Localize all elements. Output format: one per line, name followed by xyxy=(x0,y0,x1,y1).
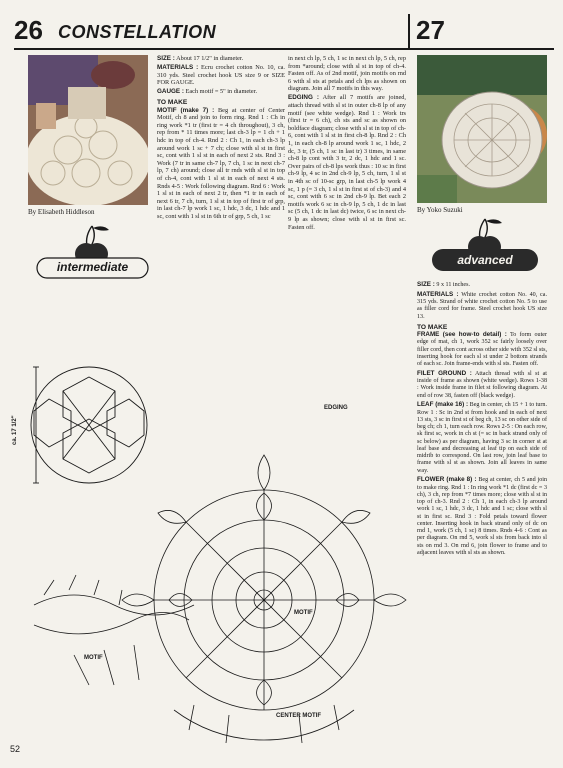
size-label: SIZE : xyxy=(157,55,175,62)
pattern-title: CONSTELLATION xyxy=(58,22,217,42)
header-rule xyxy=(14,48,554,50)
to-make-heading: TO MAKE xyxy=(417,323,448,331)
leaf-text: Beg in center, ch 15 + 1 to turn. Row 1 : Sc in 2nd st from hook and in each of next 13 sts, 3 sc in first st of beg ch, 13 sc on other side of beg ch; ch 1, turn each row. Rows 2-5 : On each row, sk first sc, work in ch st (= sc in back strand only of sc below) as per diagram, having 3 sc in corner st at leaf base and decreasing at leaf tip on each side of midrib to correspond. On last row, join leaf base to frame with sl st as shown. Join all leaves in same way. xyxy=(417,402,547,474)
skill-level-label: advanced xyxy=(457,253,513,267)
skill-badge-intermediate xyxy=(35,222,150,284)
motif-rounds-text: Rnd 1 : Ch in ring work *1 tr (first tr = 4 ch throughout), 3 ch, rep from * 11 times more; last ch-3 lp = 1 ch + 1 hdc in top of ch-4. Rnd 2 : Ch 1, in each ch-3 lp around work 1 sc + 7 ch; close with sl st in first sc, cont with 1 sl st in each of next 2 sts. Rnd 3 : Work (7 tr in same ch-7 lp, 7 ch, 1 sc in next ch-7 lp, 7 ch) around; close all tr rnds with sl st in top of ch-4, cont with 1 sl st in each of next 4 sts. Rnds 4-5 : Work following diagram. Rnd 6 : Work 1 sl st in each of next 2 tr, then *1 tr in each of next 6 tr, 7 ch, turn, 1 sl st in top of first tr of grp, in last ch-7 lp work 1 sc, 1 hdc, 3 dc, 1 hdc and 1 sc, cont with 1 sl st in 6th tr of grp, 5 ch, 1 sc xyxy=(157,114,285,220)
doily-photo-left xyxy=(28,55,148,205)
diameter-label: ca. 17 1/2" xyxy=(12,415,18,445)
instructions-column-1 xyxy=(157,55,285,222)
materials-text: White crochet cotton No. 40, ca. 315 yds. Strand of white crochet cotton No. 5 to use as filler cord for frame. Steel crochet hook US size 13. xyxy=(417,291,547,320)
motif-diagram xyxy=(34,455,406,743)
center-motif-label: CENTER MOTIF xyxy=(276,713,321,719)
skill-level-label: intermediate xyxy=(56,260,129,274)
motif-text: Beg at center of Center Motif, ch 8 and join to form ring. xyxy=(157,106,285,122)
edging-label: EDGING : xyxy=(288,94,320,102)
motif-label-right: MOTIF xyxy=(294,610,313,616)
materials-text: Ecru crochet cotton No. 10, ca. 310 yds. Steel crochet hook US size 9 or SIZE FOR GAUGE. xyxy=(157,64,285,87)
pattern-number-right: 27 xyxy=(416,15,445,45)
layout-schematic xyxy=(31,367,147,483)
motif-label: MOTIF (make 7) : xyxy=(157,106,215,114)
filet-ground-text: Attach thread with sl st at inside of frame as shown (white wedge). Rows 1-38 : Work inside frame in filet st following diagram. At end of row 38, fasten off (black wedge). xyxy=(417,370,547,399)
pattern-number-left: 26 xyxy=(14,15,43,45)
leaf-label: LEAF (make 16) : xyxy=(417,401,469,409)
edging-rounds-text: Rnd 1 : Work trs (first tr = 6 ch), ch sts and sc as shown on boldface diagram; close with sl st in top of ch-6, cont with 1 sl st in first ch-8 lp. Rnd 2 : Ch 1, in each ch-8 lp around work 1 sc, 1 hdc, 2 dc, 3 tr, (5 ch, 1 sc in last tr) 3 times, in same ch-8 lp cont with 3 tr, 2 dc, 1 hdc and 1 sc. Over pairs of ch-8 lps work thus : 10 sc in first ch-9 lp, 4 sc in 2nd ch-9 lp, 5 ch, turn, 1 sl st in 4th sc of 10-sc grp, in last ch-5 lp work 4 sc, 1 p (= 3 ch, 1 sl st in first st of ch-3) and 4 sc, cont with 6 sc in 2nd ch-9 lp. Bet each 2 motifs work 6 sc in ch-9 lp, 5 ch, 1 dc in last sc (5 ch, 1 dc in last dc) twice, 6 sc in next ch-9 lp as shown; close with sl st in first sc. Fasten off. xyxy=(288,109,406,231)
materials-label: MATERIALS : xyxy=(417,290,459,298)
photo-credit-left: By Elisabeth Hiddleson xyxy=(28,208,95,216)
flower-text: Beg at center, ch 5 and join to make ring. Rnd 1 : In ring work *1 dc (first dc = 3 ch), 3 ch, rep from *7 times more; close with sl st in top of ch-3. Rnd 2 : Ch 1, in each ch-3 lp around work 1 sc, 1 hdc, 3 dc, 1 hdc and 1 sc; close with sl st in first sc. Rnd 3 : Fold petals toward flower center. Inserting hook in back strand only of dc on rnd 1, work (5 ch, 1 sc) 8 times. Rnds 4-6 : Cont as per diagram. On rnd 5, work sl sts from back into sl sts on rnd 3. On rnd 6, join flower to frame and to adjacent leaves with sl sts as shown. xyxy=(417,477,547,556)
motif-label-left: MOTIF xyxy=(84,655,103,661)
page-number: 52 xyxy=(10,744,21,754)
frame-text: To form outer edge of mat, ch 1, work 352 sc fairly loosely over filler cord, then cont across other side with 352 sl sts, inserting hook for each sl st under 2 bottom strands of each sc. Join frame-ends with sl sts. Fasten off. xyxy=(417,332,547,367)
gauge-label: GAUGE : xyxy=(157,88,184,96)
instructions-column-2 xyxy=(288,55,406,233)
edging-text: After all 7 motifs are joined, attach thread with sl st in outer ch-8 lp of any motif (see white wedge). xyxy=(288,94,406,117)
motif-continued-text: in next ch lp, 5 ch, 1 sc in next ch lp, 5 ch, rep from *around; close with sl st in top of ch-4. Fasten off. As of 2nd motif, join motifs on rnd 6 with sl sts at petals and ch lps as shown on diagram. Join all 7 motifs in this way. xyxy=(288,55,406,93)
doily-photo-right xyxy=(417,55,547,203)
frame-label: FRAME (see how-to detail) : xyxy=(417,331,507,338)
size-text: About 17 1/2" in diameter. xyxy=(176,55,244,62)
crochet-diagram xyxy=(14,355,414,750)
photo-credit-right: By Yoko Suzuki xyxy=(417,206,463,214)
materials-label: MATERIALS : xyxy=(157,64,199,72)
edging-label: EDGING xyxy=(324,405,348,411)
skill-badge-advanced xyxy=(430,215,540,277)
size-label: SIZE : xyxy=(417,281,435,288)
header-divider xyxy=(408,14,410,48)
flower-label: FLOWER (make 8) : xyxy=(417,476,477,484)
instructions-column-3 xyxy=(417,281,547,559)
size-text: 9 x 11 inches. xyxy=(436,282,470,288)
gauge-text: Each motif = 5" in diameter. xyxy=(185,88,258,96)
to-make-heading: TO MAKE xyxy=(157,98,188,106)
filet-ground-label: FILET GROUND : xyxy=(417,369,472,377)
